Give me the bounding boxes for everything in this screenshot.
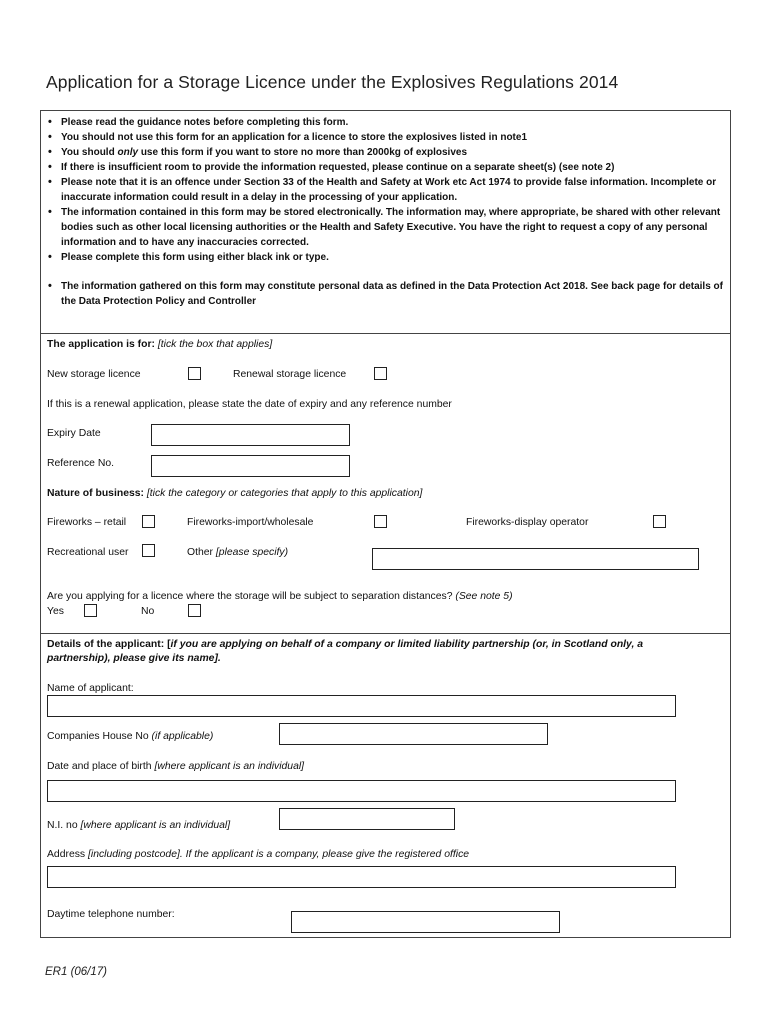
expiry-date-label: Expiry Date bbox=[47, 428, 101, 439]
renewal-instruction: If this is a renewal application, please state the date of expiry and any reference number bbox=[47, 399, 452, 410]
dob-label bbox=[47, 760, 304, 773]
note-emphasis: only bbox=[117, 147, 139, 158]
phone-field[interactable] bbox=[291, 911, 560, 933]
note-item: • Please complete this form using either black ink or type. bbox=[47, 250, 727, 265]
address-hint: [including postcode]. If the applicant is a company, please give the registered office bbox=[88, 849, 470, 860]
heading-label: The application is for: bbox=[47, 339, 155, 350]
reference-no-label: Reference No. bbox=[47, 458, 114, 469]
dob-text: Date and place of birth bbox=[47, 761, 155, 772]
fireworks-import-checkbox[interactable] bbox=[374, 515, 387, 528]
applicant-heading-line1 bbox=[47, 638, 643, 651]
reference-no-field[interactable] bbox=[151, 455, 350, 477]
guidance-notes-box bbox=[40, 110, 731, 334]
yes-label: Yes bbox=[47, 606, 64, 617]
separation-no-checkbox[interactable] bbox=[188, 604, 201, 617]
fireworks-display-label: Fireworks-display operator bbox=[466, 517, 589, 528]
separation-question bbox=[47, 590, 513, 603]
companies-house-field[interactable] bbox=[279, 723, 548, 745]
applicant-name-label: Name of applicant: bbox=[47, 683, 134, 694]
ni-text: N.I. no bbox=[47, 820, 81, 831]
nature-label: Nature of business: bbox=[47, 488, 144, 499]
heading-hint: [tick the box that applies] bbox=[157, 339, 273, 350]
fireworks-display-checkbox[interactable] bbox=[653, 515, 666, 528]
address-field[interactable] bbox=[47, 866, 676, 888]
other-label bbox=[187, 546, 288, 559]
guidance-notes-list bbox=[47, 115, 727, 309]
fireworks-retail-checkbox[interactable] bbox=[142, 515, 155, 528]
note-item: • You should not use this form for an application for a licence to store the explosives listed in note1 bbox=[47, 130, 727, 145]
applicant-name-field[interactable] bbox=[47, 695, 676, 717]
other-specify-field[interactable] bbox=[372, 548, 699, 570]
note-item: • The information contained in this form may be stored electronically. The information may, where appropriate, be shared with other relevant bodies such as other local licensing authorities or the Health and Safety Executive. You have the right to request a copy of any personal information and to have any inaccuracies corrected. bbox=[47, 205, 727, 250]
page-title: Application for a Storage Licence under the Explosives Regulations 2014 bbox=[46, 72, 619, 92]
separation-text: Are you applying for a licence where the storage will be subject to separation distances? bbox=[47, 591, 456, 602]
new-licence-checkbox[interactable] bbox=[188, 367, 201, 380]
dob-hint: [where applicant is an individual] bbox=[154, 761, 305, 772]
ni-label bbox=[47, 819, 230, 832]
separation-yes-checkbox[interactable] bbox=[84, 604, 97, 617]
note-item bbox=[47, 145, 727, 160]
nature-heading bbox=[47, 487, 422, 500]
fireworks-retail-label: Fireworks – retail bbox=[47, 517, 127, 528]
note-item: • The information gathered on this form may constitute personal data as defined in the Data Protection Act 2018. See back page for details of the Data Protection Policy and Controller bbox=[47, 279, 727, 309]
note-item: • Please read the guidance notes before completing this form. bbox=[47, 115, 727, 130]
no-label: No bbox=[141, 606, 155, 617]
recreational-user-checkbox[interactable] bbox=[142, 544, 155, 557]
application-heading bbox=[47, 338, 272, 351]
note-text: use this form if you want to store no more than 2000kg of explosives bbox=[138, 147, 468, 158]
note-item: • Please note that it is an offence under Section 33 of the Health and Safety at Work etc Act 1974 to provide false information. Incomplete or inaccurate information could result in a delay in the processing of your application. bbox=[47, 175, 727, 205]
companies-house-label bbox=[47, 730, 213, 743]
companies-house-hint: (if applicable) bbox=[151, 731, 214, 742]
applicant-heading-hint: if you are applying on behalf of a company or limited liability partnership (or, in Scotland only, a bbox=[170, 639, 644, 650]
renewal-licence-label: Renewal storage licence bbox=[233, 369, 347, 380]
separation-note: (See note 5) bbox=[455, 591, 513, 602]
phone-label: Daytime telephone number: bbox=[47, 909, 175, 920]
address-label bbox=[47, 848, 469, 861]
new-licence-label: New storage licence bbox=[47, 369, 141, 380]
ni-hint: [where applicant is an individual] bbox=[80, 820, 231, 831]
applicant-heading-label: Details of the applicant: [ bbox=[47, 639, 171, 650]
application-section bbox=[40, 333, 731, 634]
companies-house-text: Companies House No bbox=[47, 731, 152, 742]
nature-hint: [tick the category or categories that apply to this application] bbox=[146, 488, 423, 499]
renewal-licence-checkbox[interactable] bbox=[374, 367, 387, 380]
applicant-heading-line2: partnership), please give its name]. bbox=[47, 653, 221, 664]
note-text: You should bbox=[61, 147, 118, 158]
recreational-user-label: Recreational user bbox=[47, 547, 129, 558]
other-text: Other bbox=[187, 547, 216, 558]
expiry-date-field[interactable] bbox=[151, 424, 350, 446]
other-hint: [please specify) bbox=[215, 547, 289, 558]
ni-field[interactable] bbox=[279, 808, 455, 830]
form-code: ER1 (06/17) bbox=[45, 966, 108, 978]
applicant-section bbox=[40, 633, 731, 938]
dob-field[interactable] bbox=[47, 780, 676, 802]
address-text: Address bbox=[47, 849, 89, 860]
note-item: • If there is insufficient room to provide the information requested, please continue on a separate sheet(s) (see note 2) bbox=[47, 160, 727, 175]
fireworks-import-label: Fireworks-import/wholesale bbox=[187, 517, 314, 528]
